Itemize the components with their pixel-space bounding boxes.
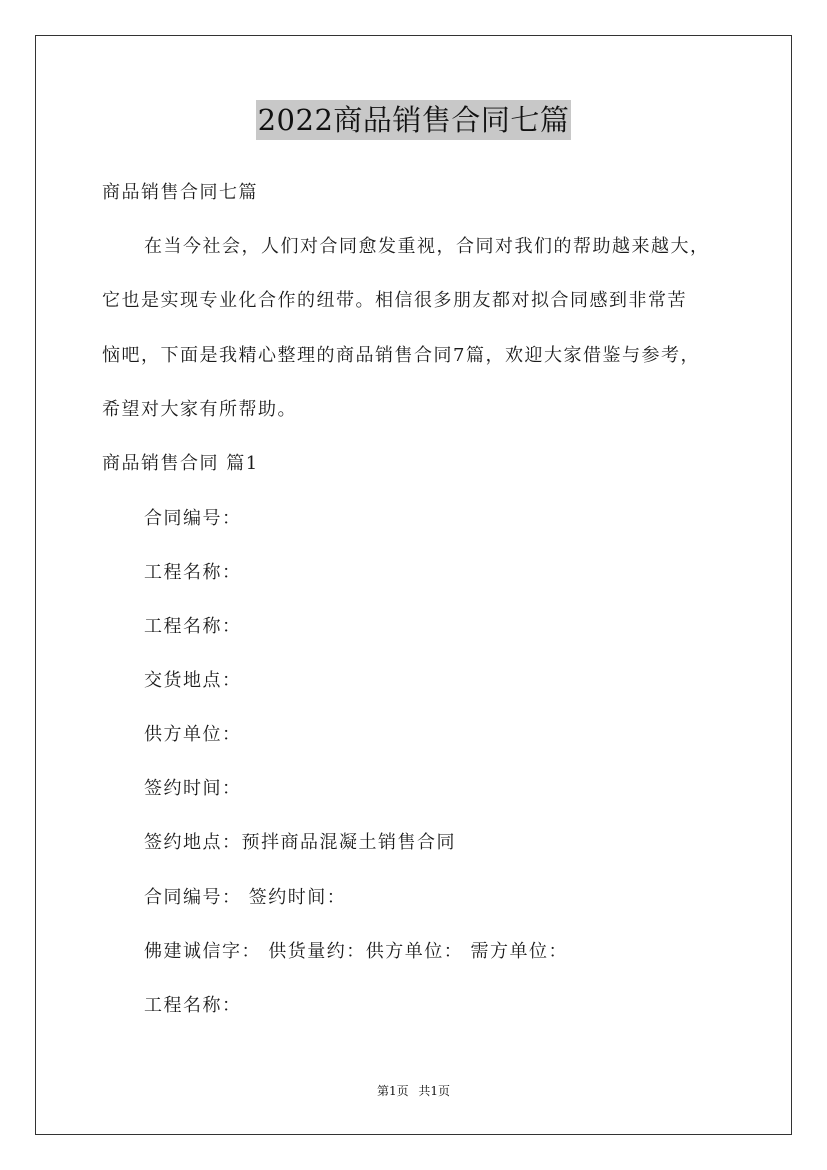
intro-line-3: 恼吧，下面是我精心整理的商品销售合同7篇，欢迎大家借鉴与参考， [102, 345, 700, 366]
title-container [0, 100, 827, 140]
document-subtitle: 商品销售合同七篇 [102, 182, 258, 203]
field-line: 佛建诚信字： 供货量约：供方单位： 需方单位： [144, 941, 568, 962]
field-line: 工程名称： [144, 616, 242, 637]
intro-line-1: 在当今社会，人们对合同愈发重视，合同对我们的帮助越来越大， [144, 236, 710, 257]
field-line: 工程名称： [144, 995, 242, 1016]
field-line: 合同编号： 签约时间： [144, 887, 347, 908]
field-line: 签约地点：预拌商品混凝土销售合同 [144, 832, 456, 853]
field-line: 签约时间： [144, 778, 242, 799]
field-line: 供方单位： [144, 724, 242, 745]
field-line: 工程名称： [144, 562, 242, 583]
field-line: 合同编号： [144, 508, 242, 529]
page-footer [0, 1083, 827, 1099]
intro-line-4: 希望对大家有所帮助。 [102, 399, 297, 420]
document-title: 2022商品销售合同七篇 [256, 100, 572, 140]
intro-line-2: 它也是实现专业化合作的纽带。相信很多朋友都对拟合同感到非常苦 [102, 290, 687, 311]
field-line: 交货地点： [144, 670, 242, 691]
page-number: 第1页 [376, 1084, 409, 1098]
page-total: 共1页 [418, 1084, 451, 1098]
section-heading: 商品销售合同 篇1 [102, 453, 259, 474]
